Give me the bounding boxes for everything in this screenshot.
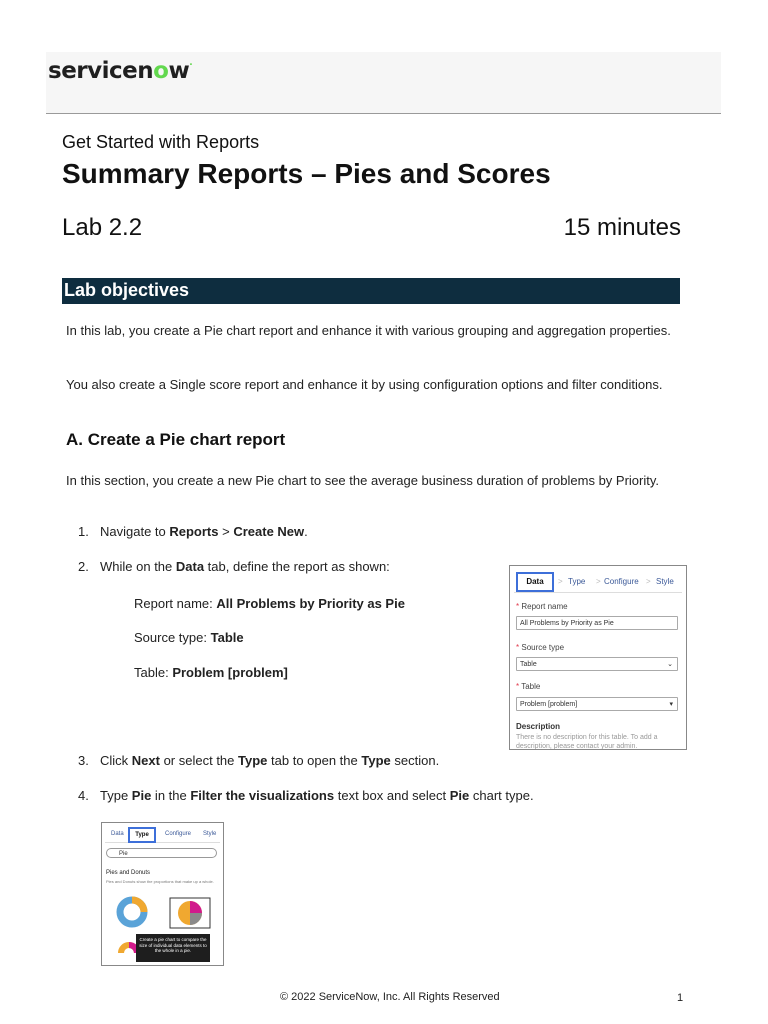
tab-separator: >: [646, 577, 651, 586]
source-type-select[interactable]: Table ⌄: [516, 657, 678, 671]
tab-style[interactable]: Style: [203, 831, 217, 837]
section-a-intro: In this section, you create a new Pie chart to see the average business duration of problems by Priority.: [66, 473, 660, 488]
servicenow-logo: servicenow.: [48, 58, 193, 84]
step-1: 1. Navigate to Reports > Create New.: [78, 524, 308, 539]
tab-configure[interactable]: Configure: [165, 831, 192, 837]
step-3: 3. Click Next or select the Type tab to open the Type section.: [78, 753, 440, 768]
table-label: * Table: [516, 682, 541, 691]
section-heading: Lab objectives: [64, 280, 190, 300]
lab-number: Lab 2.2: [62, 214, 143, 241]
data-tab-screenshot: [509, 565, 687, 750]
tab-style[interactable]: Style: [656, 577, 674, 586]
intro-paragraph-2: You also create a Single score report and enhance it by using configuration options and filter conditions.: [66, 377, 663, 392]
caret-down-icon: ▾: [669, 701, 673, 708]
lab-duration: 15 minutes: [563, 214, 681, 241]
pie-tooltip: Create a pie chart to compare the size of individual data elements to the whole in a pie.: [136, 934, 210, 962]
chevron-down-icon: ⌄: [667, 661, 673, 668]
report-tabs: [514, 570, 682, 593]
report-name-input[interactable]: All Problems by Priority as Pie: [516, 616, 678, 630]
copyright-footer: © 2022 ServiceNow, Inc. All Rights Reserved: [280, 991, 500, 1003]
pie-chart-icon[interactable]: [168, 896, 212, 930]
tab-separator: >: [558, 577, 563, 586]
description-label: Description: [516, 722, 561, 731]
report-tabs: [105, 826, 220, 843]
intro-paragraph-1: In this lab, you create a Pie chart report and enhance it with various grouping and aggregation properties.: [66, 323, 671, 338]
section-a-heading: A. Create a Pie chart report: [66, 430, 286, 449]
tab-separator: >: [596, 577, 601, 586]
tab-type[interactable]: Type: [128, 827, 156, 843]
step-2: 2. While on the Data tab, define the report as shown:: [78, 559, 390, 574]
report-name-label: * Report name: [516, 602, 568, 611]
report-name-line: Report name: All Problems by Priority as Pie: [134, 596, 405, 611]
table-line: Table: Problem [problem]: [134, 665, 288, 680]
pies-donuts-text: Pies and Donuts show the proportions that make up a whole.: [106, 879, 214, 884]
donut-chart-icon[interactable]: [116, 896, 148, 928]
type-tab-screenshot: [101, 822, 224, 966]
tab-data[interactable]: Data: [516, 572, 554, 592]
tab-type[interactable]: Type: [568, 577, 586, 586]
tab-configure[interactable]: Configure: [604, 577, 639, 586]
step-4: 4. Type Pie in the Filter the visualizations text box and select Pie chart type.: [78, 788, 534, 803]
document-title: Summary Reports – Pies and Scores: [62, 158, 551, 189]
table-select[interactable]: Problem [problem] ▾: [516, 697, 678, 711]
pies-donuts-heading: Pies and Donuts: [106, 870, 151, 876]
description-text: There is no description for this table. To add a description, please contact your admin.: [516, 734, 658, 750]
source-type-line: Source type: Table: [134, 630, 244, 645]
page-number: 1: [677, 992, 684, 1004]
section-heading-bar: [62, 278, 680, 304]
source-type-label: * Source type: [516, 643, 565, 652]
tab-data[interactable]: Data: [111, 831, 124, 837]
filter-visualizations-input[interactable]: Pie: [106, 848, 217, 858]
document-subtitle: Get Started with Reports: [62, 132, 260, 152]
